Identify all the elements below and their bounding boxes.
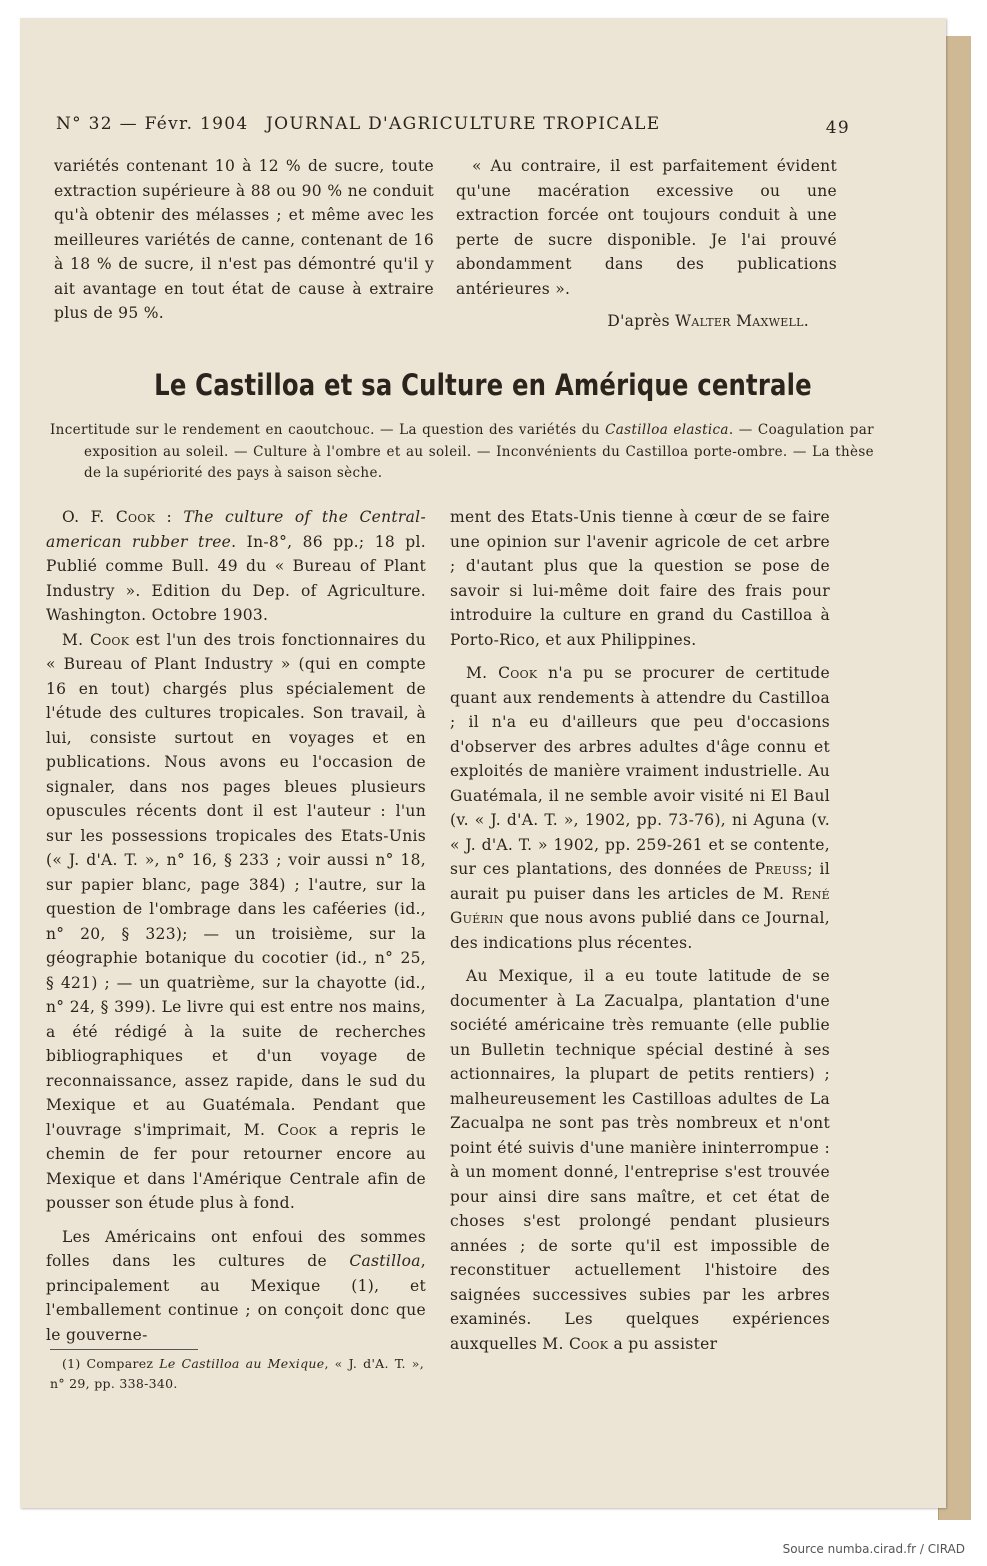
footnote-text: (1) Comparez bbox=[62, 1356, 160, 1371]
source-credit: Source numba.cirad.fr / CIRAD bbox=[782, 1542, 965, 1556]
paragraph-text: a repris le chemin de fer pour retourner encore au Mexique et dans l'Amérique Centrale afin de pousser son étude plus à fond. bbox=[46, 1120, 426, 1212]
paragraph: ment des Etats-Unis tienne à cœur de se faire une opinion sur l'avenir agricole de cet arbre ; d'autant plus que la question se pose de savoir si lui-même doit faire des frais pour introduire la culture en grand du Castilloa à Porto-Rico, et aux Philippines. bbox=[450, 508, 830, 649]
reference-sep: : bbox=[155, 508, 184, 526]
paragraph-text: ; il aurait pu puiser dans les articles de M. bbox=[450, 860, 830, 903]
previous-article-left-column bbox=[54, 154, 434, 326]
reference-author: O. F. Cook bbox=[62, 508, 156, 526]
paragraph-text: est l'un des trois fonctionnaires du « Bureau of Plant Industry » (qui en compte 16 en tout) chargés plus spécialement de l'étude des cultures tropicales. Son travail, à lui, consiste surtout en voyages et en publications. Nous avons eu l'occasion de signaler, dans nos pages bleues plusieurs opuscules récents dont il est l'auteur : l'un sur les possessions tropicales des Etats-Unis (« J. d'A. T. », n° 16, § 233 ; voir aussi n° 18, sur papier blanc, page 384) ; l'autre, sur la question de l'ombrage dans les caféeries (id., n° 20, § 323); — un troisième, sur la géographie botanique du cocotier (id., n° 25, § 421) ; — un quatrième, sur la chayotte (id., n° 24, § 399). Le livre qui est entre nos mains, a été rédigé à la suite de recherches bibliographiques et d'un voyage de reconnaissance, assez rapide, dans le sud du Mexique et au Guatémala. Pendant que l'ouvrage s'imprimait, M. bbox=[46, 630, 427, 1139]
article-left-column bbox=[46, 505, 426, 1347]
footnote bbox=[50, 1354, 424, 1394]
summary-text: Incertitude sur le rendement en caoutchouc. — La question des variétés du bbox=[50, 422, 606, 438]
article-title: Le Castilloa et sa Culture en Amérique centrale bbox=[154, 368, 812, 402]
page-number: 49 bbox=[825, 118, 850, 138]
person-name: René Guérin bbox=[450, 884, 830, 927]
paragraph bbox=[46, 628, 426, 1216]
attribution-name: Walter Maxwell. bbox=[675, 312, 809, 330]
paragraph-lead: M. bbox=[466, 664, 488, 682]
issue-number: N° 32 — Févr. 1904 bbox=[56, 114, 249, 134]
person-name: Cook bbox=[89, 630, 130, 649]
paragraph-text: Les Américains ont enfoui des sommes folles dans les cultures de bbox=[46, 1227, 426, 1270]
footnote-rule bbox=[50, 1349, 198, 1350]
reference-details: . In-8°, 86 pp.; 18 pl. Publié comme Bull. 49 du « Bureau of Plant Industry ». Edition du Dep. of Agriculture. Washington. Octobre 1903. bbox=[46, 532, 427, 624]
journal-page bbox=[20, 18, 946, 1508]
paragraph bbox=[450, 964, 830, 1356]
summary-text-rest: . — Coagulation par exposition au soleil. — Culture à l'ombre et au soleil. — Inconvénients du Castilloa porte-ombre. — La thèse de la supériorité des pays à saison sèche. bbox=[84, 422, 874, 481]
person-name: Preuss bbox=[754, 860, 808, 878]
paragraph-text: a pu assister bbox=[613, 1334, 718, 1353]
previous-article-right-column bbox=[456, 154, 837, 334]
person-name: Cook bbox=[568, 1334, 609, 1353]
footnote-text-rest: , « J. d'A. T. », n° 29, pp. 338-340. bbox=[50, 1356, 424, 1391]
footnote-title: Le Castilloa au Mexique bbox=[159, 1356, 325, 1371]
quote-paragraph: « Au contraire, il est parfaitement évident qu'une macération excessive ou une extraction forcée ont toujours conduit à une perte de sucre disponible. Je l'ai prouvé abondamment dans des publications antérieures ». bbox=[456, 157, 837, 298]
paragraph: variétés contenant 10 à 12 % de sucre, toute extraction supérieure à 88 ou 90 % ne conduit qu'à obtenir des mélasses ; et même avec les meilleures variétés de canne, contenant de 16 à 18 % de sucre, il n'est pas démontré qu'il y ait avantage en tout état de cause à extraire plus de 95 %. bbox=[54, 157, 434, 322]
person-name: Cook bbox=[498, 664, 538, 682]
paragraph-lead: M. bbox=[62, 630, 84, 649]
article-right-column bbox=[450, 505, 830, 1356]
attribution-prefix: D'après bbox=[607, 312, 670, 330]
person-name: Cook bbox=[277, 1120, 317, 1139]
journal-title: JOURNAL D'AGRICULTURE TROPICALE bbox=[266, 114, 661, 134]
summary-species: Castilloa elastica bbox=[605, 422, 729, 438]
paragraph-text: n'a pu se procurer de certitude quant aux rendements à attendre du Castilloa ; il n'a eu d'ailleurs que peu d'occasions d'observer des arbres adultes d'âge connu et exploités de manière vraiment industrielle. Au Guatémala, il ne semble avoir visité ni El Baul (v. « J. d'A. T. », 1902, pp. 73-76), ni Aguna (v. « J. d'A. T. » 1902, pp. 259-261 et se contente, sur ces plantations, des données de bbox=[450, 664, 830, 878]
paragraph-text: Au Mexique, il a eu toute latitude de se documenter à La Zacualpa, plantation d'une société américaine très remuante (elle publie un Bulletin technique spécial destiné à ses actionnaires, la plupart de petits rentiers) ; malheureusement les Castilloas adultes de La Zacualpa ne sont pas très nombreux et n'ont point été suivis d'une manière ininterrompue : à un moment donné, l'entreprise s'est trouvée pour ainsi dire sans maître, et cet état de choses s'est prolongé pendant plusieurs années ; de sorte qu'il est impossible de reconstituer actuellement l'histoire des saignées successives subies par les arbres examinés. Les quelques expériences auxquelles M. bbox=[450, 967, 830, 1353]
paragraph-text: , principalement au Mexique (1), et l'emballement continue ; on conçoit donc que le gouverne- bbox=[46, 1252, 426, 1344]
article-summary bbox=[50, 420, 874, 485]
paragraph bbox=[450, 661, 830, 955]
reference-title: The culture of the Central-american rubber tree bbox=[46, 508, 426, 551]
bibliographic-reference bbox=[46, 505, 426, 628]
paragraph bbox=[46, 1225, 426, 1348]
genus-name: Castilloa bbox=[349, 1252, 421, 1270]
running-header bbox=[56, 114, 850, 138]
paragraph-text: que nous avons publié dans ce Journal, des indications plus récentes. bbox=[450, 909, 830, 952]
attribution bbox=[456, 309, 837, 334]
